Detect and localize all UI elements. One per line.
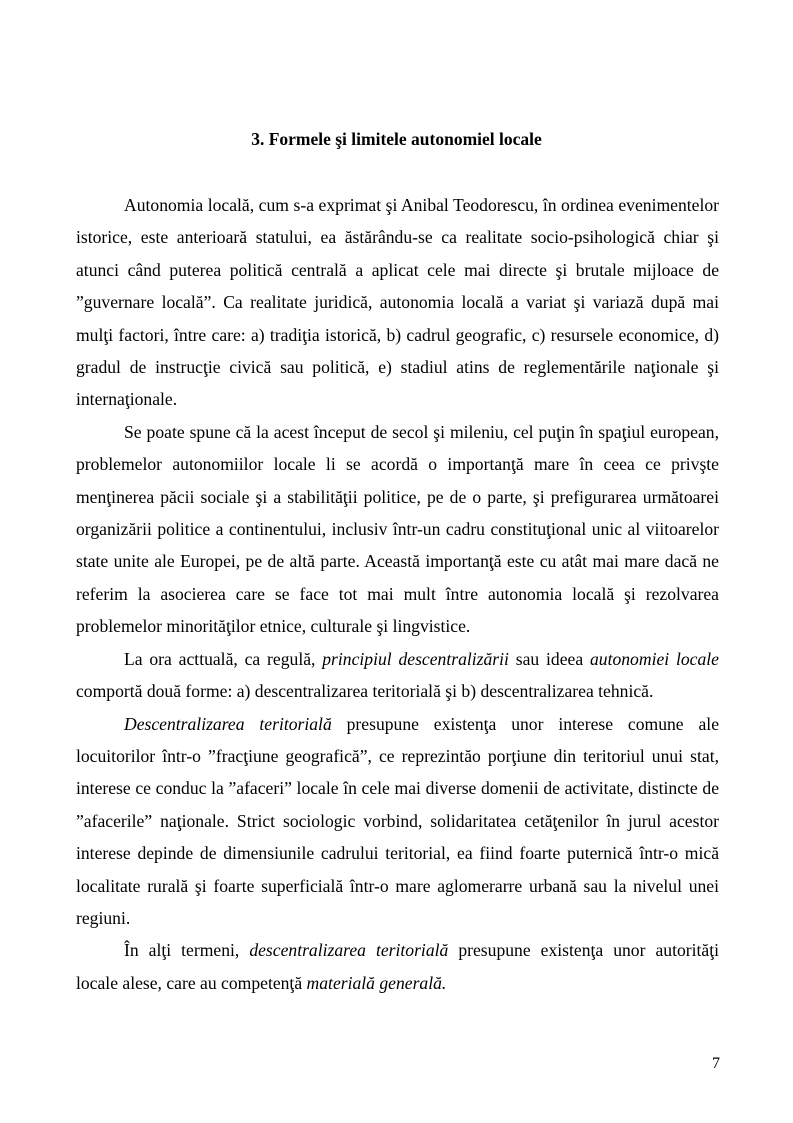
text-run: La ora acttuală, ca regulă, [124,648,323,669]
paragraph [76,643,719,708]
italic-term: materială generală. [306,972,447,993]
paragraph [76,416,719,643]
text-run: Autonomia locală, cum s-a exprimat şi Anibal Teodorescu, în ordinea evenimentelor istorice, este anterioară statului, ea ăstărându-se ca realitate socio-psihologică chiar şi atunci când puterea politică centrală a aplicat cele mai directe şi brutale mijloace de ”guvernare locală”. Ca realitate juridică, autonomia locală a variat şi variază după mai mulţi factori, între care: a) tradiţia istorică, b) cadrul geografic, c) resursele economice, d) gradul de instrucţie civică sau politică, e) stadiul atins de reglementările naţionale şi internaţionale. [76,195,719,410]
italic-term: principiul descentralizării [322,648,509,669]
italic-term: descentralizarea teritorială [249,940,449,961]
text-run: sau ideea [508,648,590,669]
italic-term: Descentralizarea teritorială [124,713,332,734]
paragraph [76,708,719,935]
text-run: presupune existenţa unor interese comune ale locuitorilor într-o ”fracţiune geografică”, ce reprezintăo porţiune din teritoriul unui stat, interese ce conduc la ”afaceri” locale în cele mai diverse domenii de activitate, distincte de ”afacerile” naţionale. Strict sociologic vorbind, solidaritatea cetăţenilor în jurul acestor interese depinde de dimensiunile cadrului teritorial, ea fiind foarte puternică într-o mică localitate rurală şi foarte superficială într-o mare aglomerarre urbană sau la nivelul unei regiuni. [76,713,720,928]
section-title: 3. Formele şi limitele autonomiel locale [251,129,542,149]
italic-term: autonomiei locale [589,648,719,669]
page-number: 7 [712,1055,720,1072]
text-run: presupune existenţa unor autorităţi locale alese, care au competenţă [76,940,719,993]
text-run: În alţi termeni, [124,940,250,961]
paragraph [76,189,719,416]
paragraph [76,934,719,999]
body-text [76,189,719,999]
text-run: comportă două forme: a) descentralizarea teritorială şi b) descentralizarea tehnică. [76,681,654,702]
text-run: Se poate spune că la acest început de secol şi mileniu, cel puţin în spaţiul european, problemelor autonomiilor locale li se acordă o importanţă mare în ceea ce privşte menţinerea păcii sociale şi a stabilităţii politice, pe de o parte, şi prefigurarea următoarei organizării politice a continentului, inclusiv într-un cadru constituţional unic al viitoarelor state unite ale Europei, pe de altă parte. Această importanţă este cu atât mai mare dacă ne referim la asocierea care se face tot mai mult între autonomia locală şi rezolvarea problemelor minorităţilor etnice, culturale şi lingvistice. [76,421,719,637]
